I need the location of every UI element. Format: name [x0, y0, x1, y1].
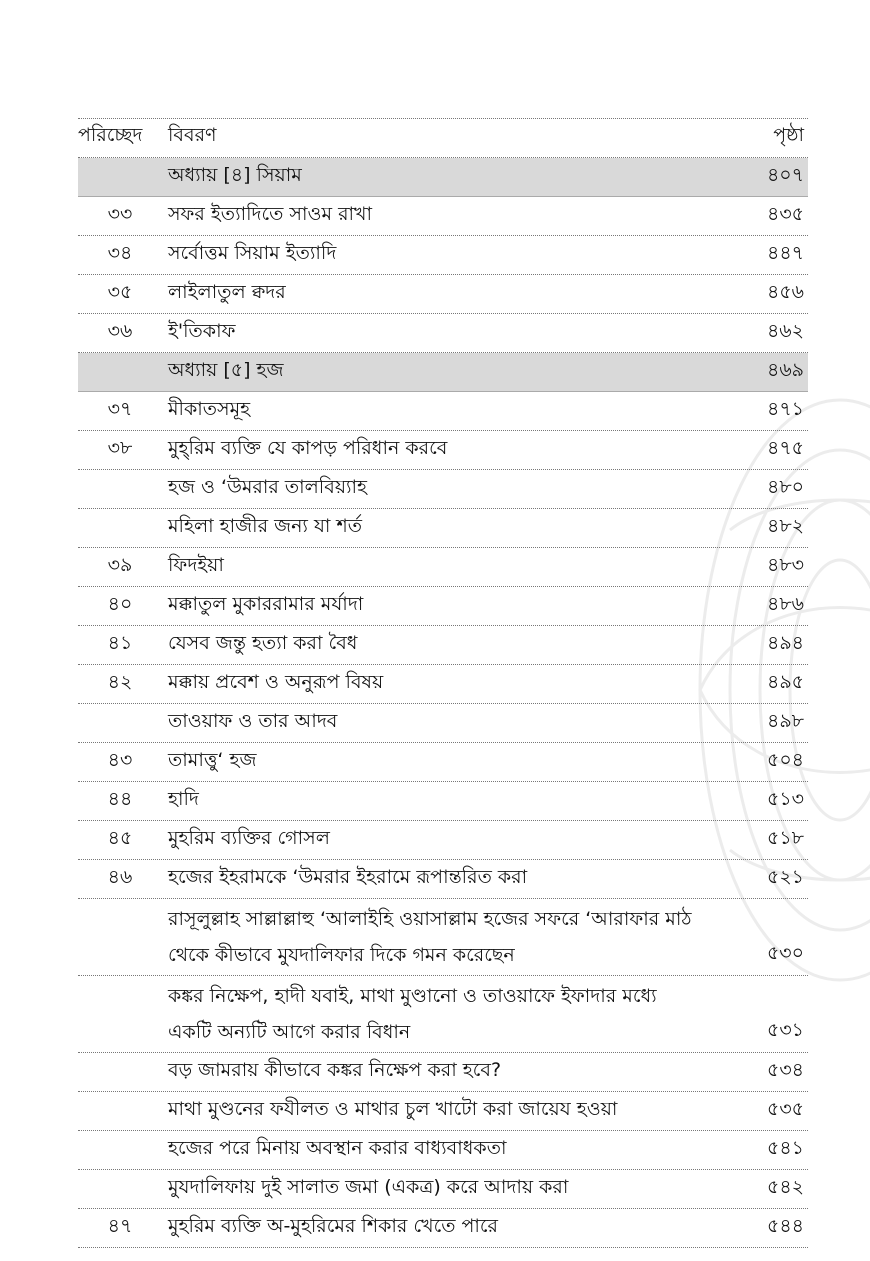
page-number: ৫৪১ — [767, 1137, 804, 1159]
page-number: ৫১৮ — [767, 827, 804, 849]
toc-row — [78, 509, 808, 548]
page-number: ৪৩৫ — [766, 203, 804, 225]
page-number: ৪৬৯ — [766, 359, 804, 381]
toc-row — [78, 1131, 808, 1170]
toc-row — [78, 1209, 808, 1248]
toc-row — [78, 392, 808, 431]
toc-row — [78, 704, 808, 743]
section-title: ফিদইয়া — [168, 554, 224, 576]
section-title-line: একটি অন্যটি আগে করার বিধান — [168, 1021, 411, 1043]
toc-row — [78, 821, 808, 860]
section-title: লাইলাতুল ক্বদর — [168, 281, 286, 303]
page-number: ৫৩১ — [766, 1019, 804, 1041]
section-title: অধ্যায় [৪] সিয়াম — [168, 164, 302, 186]
section-title: মুযদালিফায় দুই সালাত জমা (একত্র) করে আদায় করা — [168, 1176, 569, 1198]
chapter-heading-row — [78, 353, 808, 392]
toc-row — [78, 236, 808, 275]
toc-row — [78, 197, 808, 236]
toc-row — [78, 275, 808, 314]
section-title: অধ্যায় [৫] হজ — [168, 359, 284, 381]
page-number: ৫৩০ — [766, 942, 804, 964]
page-number: ৪৯৫ — [767, 671, 804, 693]
header-page: পৃষ্ঠা — [773, 124, 804, 146]
toc-header — [78, 118, 808, 158]
section-title: হজের পরে মিনায় অবস্থান করার বাধ্যবাধকতা — [168, 1137, 507, 1159]
page-number: ৪৮৬ — [766, 593, 804, 615]
header-chapter-number: পরিচ্ছেদ — [78, 124, 143, 146]
section-title: মহিলা হাজীর জন্য যা শর্ত — [168, 515, 362, 537]
page-number: ৫০৪ — [766, 749, 804, 771]
toc-row — [78, 782, 808, 821]
section-number: ৩৬ — [107, 320, 133, 342]
page-number: ৪৭৫ — [766, 437, 804, 459]
page-number: ৫১৩ — [766, 788, 804, 810]
section-title: হজ ও ‘উমরার তালবিয়্যাহ — [168, 476, 368, 498]
section-title: মাথা মুণ্ডনের ফযীলত ও মাথার চুল খাটো করা জায়েয হওয়া — [168, 1098, 618, 1120]
section-title: মুহ্‌রিম ব্যক্তি যে কাপড় পরিধান করবে — [168, 437, 448, 459]
section-title — [162, 976, 694, 1052]
toc-row — [78, 899, 808, 976]
page-number: ৪৫৬ — [766, 281, 804, 303]
page-number: ৫৩৪ — [766, 1059, 804, 1081]
section-number: ৪৬ — [107, 866, 133, 888]
toc-row — [78, 1170, 808, 1209]
section-title: মক্কাতুল মুকাররামার মর্যাদা — [168, 593, 364, 615]
section-number: ৩৮ — [107, 437, 133, 459]
section-title: সফর ইত্যাদিতে সাওম রাখা — [168, 203, 373, 225]
section-title: মুহরিম ব্যক্তি অ-মুহরিমের শিকার খেতে পারে — [168, 1215, 499, 1237]
section-title: যেসব জন্তু হত্যা করা বৈধ — [168, 632, 358, 654]
section-number: ৪২ — [107, 671, 133, 693]
section-number: ৪১ — [107, 632, 133, 654]
toc-row — [78, 1053, 808, 1092]
page-number: ৪৬২ — [766, 320, 804, 342]
page-number: ৪৯৮ — [767, 710, 804, 732]
toc-row — [78, 860, 808, 899]
toc-row — [78, 314, 808, 353]
toc-row — [78, 976, 808, 1053]
page-number: ৪৮২ — [766, 515, 804, 537]
section-number: ৩৪ — [107, 242, 133, 264]
section-title-line: রাসূলুল্লাহ সাল্লাল্লাহু ‘আলাইহি ওয়াসাল্লাম হজের সফরে ‘আরাফার মাঠ — [168, 908, 692, 930]
page-number: ৪০৭ — [766, 164, 804, 186]
header-description: বিবরণ — [168, 124, 217, 146]
section-number: ৪৭ — [107, 1215, 133, 1237]
section-title: বড় জামরায় কীভাবে কঙ্কর নিক্ষেপ করা হবে? — [168, 1059, 502, 1081]
section-title: তাওয়াফ ও তার আদব — [168, 710, 338, 732]
section-title: তামাত্তু‘ হজ — [168, 749, 257, 771]
page-number: ৫৪৪ — [767, 1215, 804, 1237]
page-number: ৪৭১ — [766, 398, 804, 420]
section-title: সর্বোত্তম সিয়াম ইত্যাদি — [168, 242, 337, 264]
page-number: ৪৪৭ — [766, 242, 804, 264]
toc-row — [78, 626, 808, 665]
section-number: ৪৫ — [107, 827, 133, 849]
toc-row — [78, 548, 808, 587]
section-number — [78, 899, 162, 975]
page-number: ৫৪২ — [766, 1176, 804, 1198]
section-number: ৪৩ — [107, 749, 133, 771]
section-title-line: থেকে কীভাবে মুযদালিফার দিকে গমন করেছেন — [168, 944, 515, 966]
section-number: ৩৫ — [107, 281, 133, 303]
toc-row — [78, 665, 808, 704]
section-number: ৪০ — [107, 593, 133, 615]
page-number: ৫২১ — [766, 866, 804, 888]
page-number: ৪৮৩ — [766, 554, 804, 576]
section-number — [78, 976, 162, 1052]
toc-rows — [78, 158, 808, 1248]
chapter-heading-row — [78, 158, 808, 197]
page-number: ৫৩৫ — [766, 1098, 804, 1120]
toc-row — [78, 587, 808, 626]
section-title: হজের ইহরামকে ‘উমরার ইহরামে রূপান্তরিত করা — [168, 866, 528, 888]
section-number: ৪৪ — [107, 788, 133, 810]
section-title: হাদি — [168, 788, 199, 810]
section-number: ৩৭ — [107, 398, 133, 420]
toc-row — [78, 470, 808, 509]
section-title: ই'তিকাফ — [168, 320, 236, 342]
page-number: ৪৮০ — [766, 476, 804, 498]
table-of-contents — [78, 118, 808, 1248]
page-number: ৪৯৪ — [767, 632, 804, 654]
toc-row — [78, 743, 808, 782]
section-title: মক্কায় প্রবেশ ও অনুরূপ বিষয় — [168, 671, 384, 693]
section-number: ৩৯ — [107, 554, 133, 576]
section-number: ৩৩ — [107, 203, 133, 225]
section-title — [162, 899, 694, 975]
section-title-line: কঙ্কর নিক্ষেপ, হাদী যবাই, মাথা মুণ্ডানো ও তাওয়াফে ইফাদার মধ্যে — [168, 985, 657, 1007]
section-title: মুহরিম ব্যক্তির গোসল — [168, 827, 330, 849]
toc-row — [78, 1092, 808, 1131]
section-title: মীকাতসমূহ — [168, 398, 251, 420]
toc-row — [78, 431, 808, 470]
